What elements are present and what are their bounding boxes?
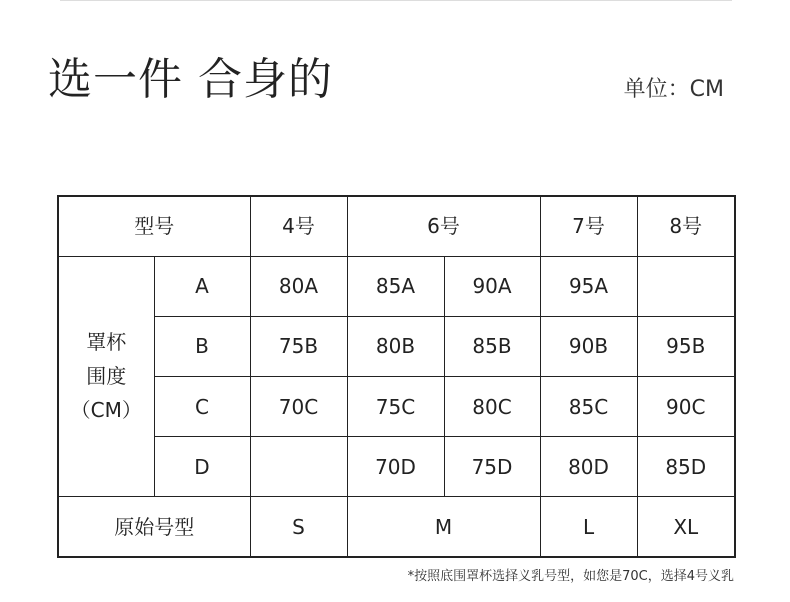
table-cell: 85A: [347, 256, 444, 316]
table-cell: 80C: [444, 376, 540, 436]
size-chart-table: [57, 195, 736, 558]
table-cell: 85D: [637, 437, 735, 497]
table-row: [58, 376, 735, 436]
cup-girth-label: 罩杯 围度 （CM）: [58, 256, 154, 497]
model-header-cell: 型号: [58, 196, 250, 256]
table-cell: 90B: [540, 316, 637, 376]
top-divider: [60, 0, 732, 1]
table-row: [58, 256, 735, 316]
table-cell: 90C: [637, 376, 735, 436]
footnote: *按照底围罩杯选择义乳号型，如您是70C，选择4号义乳: [407, 569, 734, 584]
table-cell: 90A: [444, 256, 540, 316]
table-cell: 95B: [637, 316, 735, 376]
table-cell: 95A: [540, 256, 637, 316]
table-cell: 80B: [347, 316, 444, 376]
table-cell: 80A: [250, 256, 347, 316]
unit-label: 单位：CM: [623, 77, 724, 102]
table-cell: 75B: [250, 316, 347, 376]
table-cell: 75C: [347, 376, 444, 436]
table-cell: 70C: [250, 376, 347, 436]
table-cell: 80D: [540, 437, 637, 497]
cup-cell: D: [154, 437, 250, 497]
table-row: [58, 316, 735, 376]
table-cell: 75D: [444, 437, 540, 497]
size-header-4: 4号: [250, 196, 347, 256]
size-header-8: 8号: [637, 196, 735, 256]
original-size-label: 原始号型: [58, 497, 250, 557]
cup-cell: C: [154, 376, 250, 436]
size-header-7: 7号: [540, 196, 637, 256]
table-cell: [250, 437, 347, 497]
original-size-s: S: [250, 497, 347, 557]
page-title: 选一件 合身的: [48, 54, 333, 105]
table-cell: 70D: [347, 437, 444, 497]
cup-cell: B: [154, 316, 250, 376]
table-cell: 85C: [540, 376, 637, 436]
table-header-row: [58, 196, 735, 256]
original-size-l: L: [540, 497, 637, 557]
original-size-xl: XL: [637, 497, 735, 557]
original-size-m: M: [347, 497, 540, 557]
table-row: [58, 437, 735, 497]
size-header-6: 6号: [347, 196, 540, 256]
table-cell: 85B: [444, 316, 540, 376]
original-size-row: [58, 497, 735, 557]
table-cell: [637, 256, 735, 316]
cup-cell: A: [154, 256, 250, 316]
